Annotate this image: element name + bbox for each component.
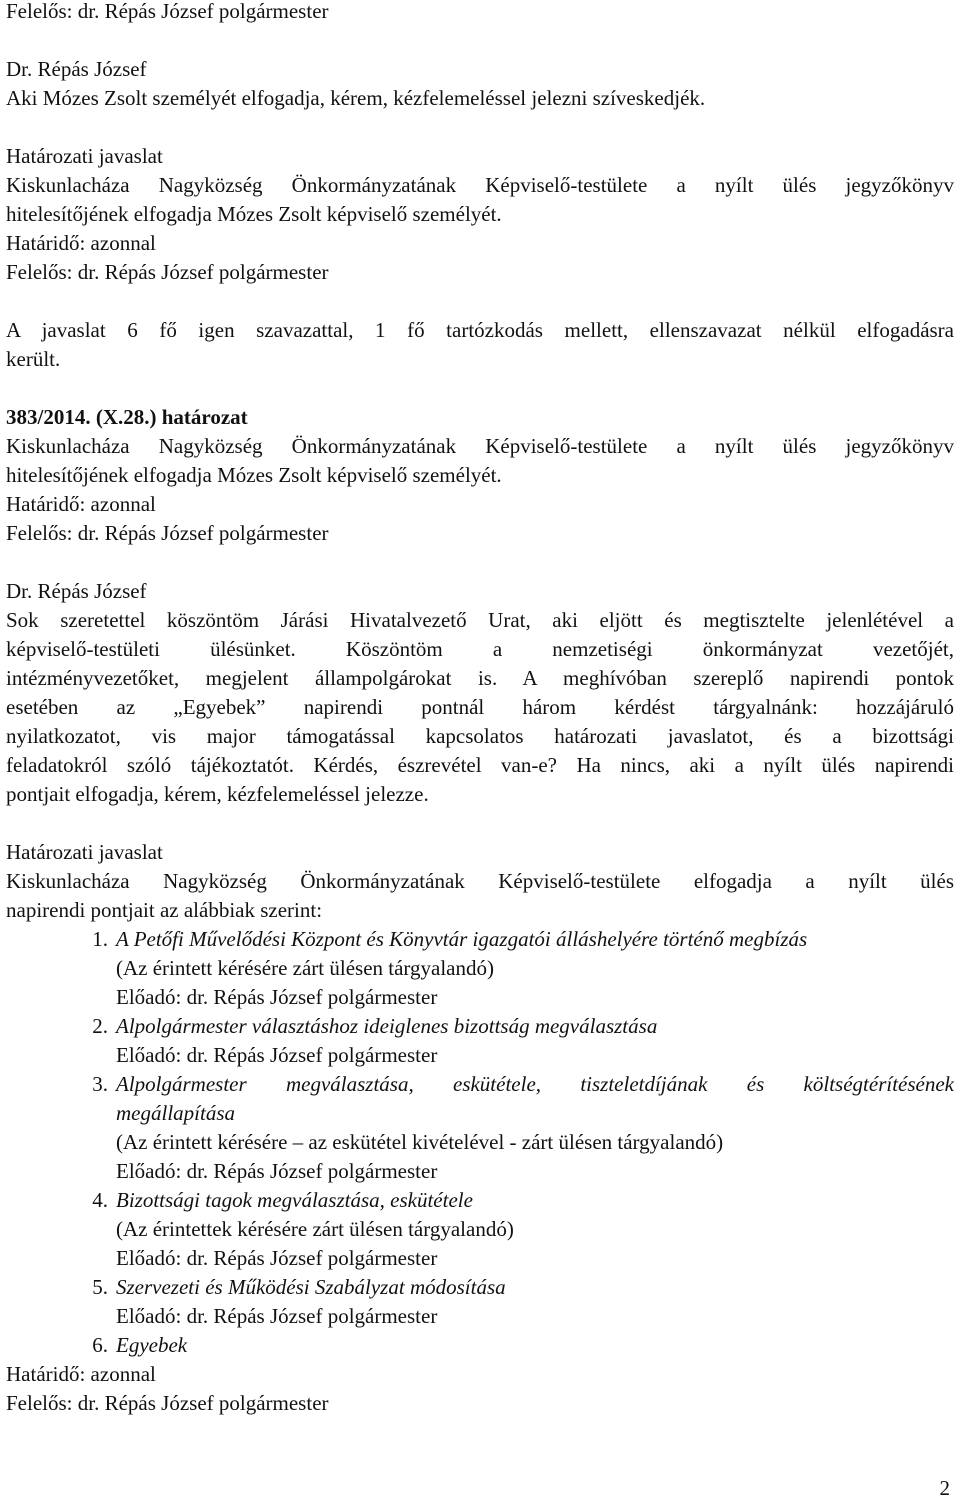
agenda-item: [6, 1012, 954, 1070]
agenda-item-eloado: Előadó: dr. Répás József polgármester: [116, 985, 438, 1009]
resolution-number: 383/2014. (X.28.) határozat: [6, 405, 248, 429]
agenda-item-eloado: Előadó: dr. Répás József polgármester: [116, 1043, 438, 1067]
proposal-felelos: Felelős: dr. Répás József polgármester: [6, 1391, 329, 1415]
proposal-text-line-2: napirendi pontjait az alábbiak szerint:: [6, 898, 323, 922]
speaker-name: Dr. Répás József: [6, 57, 147, 81]
agenda-item-eloado: Előadó: dr. Répás József polgármester: [116, 1246, 438, 1270]
agenda-item-number: 4.: [92, 1188, 108, 1212]
speech-line: Sok szeretettel köszöntöm Járási Hivatalvezető Urat, aki eljött és megtisztelte jelenlétével a: [6, 608, 954, 632]
proposal-text-line-2: hitelesítőjének elfogadja Mózes Zsolt képviselő személyét.: [6, 202, 502, 226]
agenda-item-number: 1.: [92, 927, 108, 951]
vote-result-line-1: A javaslat 6 fő igen szavazattal, 1 fő tartózkodás mellett, ellenszavazat nélkül elfogadásra: [6, 318, 954, 342]
agenda-item-number: 6.: [92, 1333, 108, 1357]
speech-line: esetében az „Egyebek” napirendi pontnál három kérdést tárgyalnánk: hozzájáruló: [6, 695, 954, 719]
agenda-item-number: 3.: [92, 1072, 108, 1096]
speech-line: nyilatkozatot, vis major támogatással kapcsolatos határozati javaslatot, és a bizottsági: [6, 724, 954, 748]
agenda-item-note: (Az érintett kérésére zárt ülésen tárgyalandó): [116, 956, 494, 980]
vote-result-1: [6, 316, 954, 374]
speech-text: Aki Mózes Zsolt személyét elfogadja, kérem, kézfelemeléssel jelezni szíveskedjék.: [6, 86, 706, 110]
speech-line: feladatokról szóló tájékoztatót. Kérdés, észrevétel van-e? Ha nincs, aki a nyílt ülés napirendi: [6, 753, 954, 777]
agenda-list: [6, 925, 954, 1360]
agenda-item-title: Egyebek: [116, 1333, 188, 1357]
speech-1: [6, 55, 954, 113]
agenda-item-number: 2.: [92, 1014, 108, 1038]
agenda-item: [6, 1273, 954, 1331]
agenda-item-eloado: Előadó: dr. Répás József polgármester: [116, 1159, 438, 1183]
proposal-hatarido: Határidő: azonnal: [6, 1362, 156, 1386]
agenda-item-title: A Petőfi Művelődési Központ és Könyvtár igazgatói álláshelyére történő megbízás: [116, 927, 808, 951]
page-number: 2: [939, 1476, 950, 1500]
agenda-item-title: Szervezeti és Működési Szabályzat módosítása: [116, 1275, 506, 1299]
agenda-item: [6, 1331, 954, 1360]
agenda-item-title: Bizottsági tagok megválasztása, eskütétele: [116, 1188, 473, 1212]
agenda-item-title: Alpolgármester választáshoz ideiglenes bizottság megválasztása: [116, 1014, 658, 1038]
resolution-felelos: Felelős: dr. Répás József polgármester: [6, 521, 329, 545]
proposal-text-line-1: Kiskunlacháza Nagyközség Önkormányzatának Képviselő-testülete elfogadja a nyílt ülés: [6, 869, 954, 893]
proposal-text-line-1: Kiskunlacháza Nagyközség Önkormányzatának Képviselő-testülete a nyílt ülés jegyzőkönyv: [6, 173, 954, 197]
proposal-2: [6, 838, 954, 1418]
agenda-item-number: 5.: [92, 1275, 108, 1299]
top-felelos: Felelős: dr. Répás József polgármester: [6, 0, 329, 23]
agenda-item-eloado: Előadó: dr. Répás József polgármester: [116, 1304, 438, 1328]
agenda-item-title-cont: megállapítása: [116, 1101, 235, 1125]
agenda-item: [6, 925, 954, 1012]
proposal-felelos: Felelős: dr. Répás József polgármester: [6, 260, 329, 284]
resolution-text-line-1: Kiskunlacháza Nagyközség Önkormányzatának Képviselő-testülete a nyílt ülés jegyzőkönyv: [6, 434, 954, 458]
agenda-item: [6, 1186, 954, 1273]
agenda-item-title: Alpolgármester megválasztása, eskütétele, tiszteletdíjának és költségtérítésének: [116, 1072, 954, 1096]
document-page: [6, 0, 954, 1418]
resolution-text-line-2: hitelesítőjének elfogadja Mózes Zsolt képviselő személyét.: [6, 463, 502, 487]
proposal-heading: Határozati javaslat: [6, 840, 163, 864]
speaker-name: Dr. Répás József: [6, 579, 147, 603]
proposal-hatarido: Határidő: azonnal: [6, 231, 156, 255]
speech-line: képviselő-testületi ülésünket. Köszöntöm a nemzetiségi önkormányzat vezetőjét,: [6, 637, 954, 661]
resolution-hatarido: Határidő: azonnal: [6, 492, 156, 516]
speech-line: pontjait elfogadja, kérem, kézfelemeléssel jelezze.: [6, 782, 429, 806]
agenda-item-note: (Az érintettek kérésére zárt ülésen tárgyalandó): [116, 1217, 514, 1241]
vote-result-line-2: került.: [6, 347, 61, 371]
proposal-heading: Határozati javaslat: [6, 144, 163, 168]
agenda-item: [6, 1070, 954, 1186]
proposal-1: [6, 142, 954, 287]
agenda-item-note: (Az érintett kérésére – az eskütétel kivételével - zárt ülésen tárgyalandó): [116, 1130, 724, 1154]
speech-line: intézményvezetőket, megjelent állampolgárokat is. A meghívóban szereplő napirendi pontok: [6, 666, 954, 690]
resolution-1: [6, 403, 954, 548]
speech-2: [6, 577, 954, 809]
